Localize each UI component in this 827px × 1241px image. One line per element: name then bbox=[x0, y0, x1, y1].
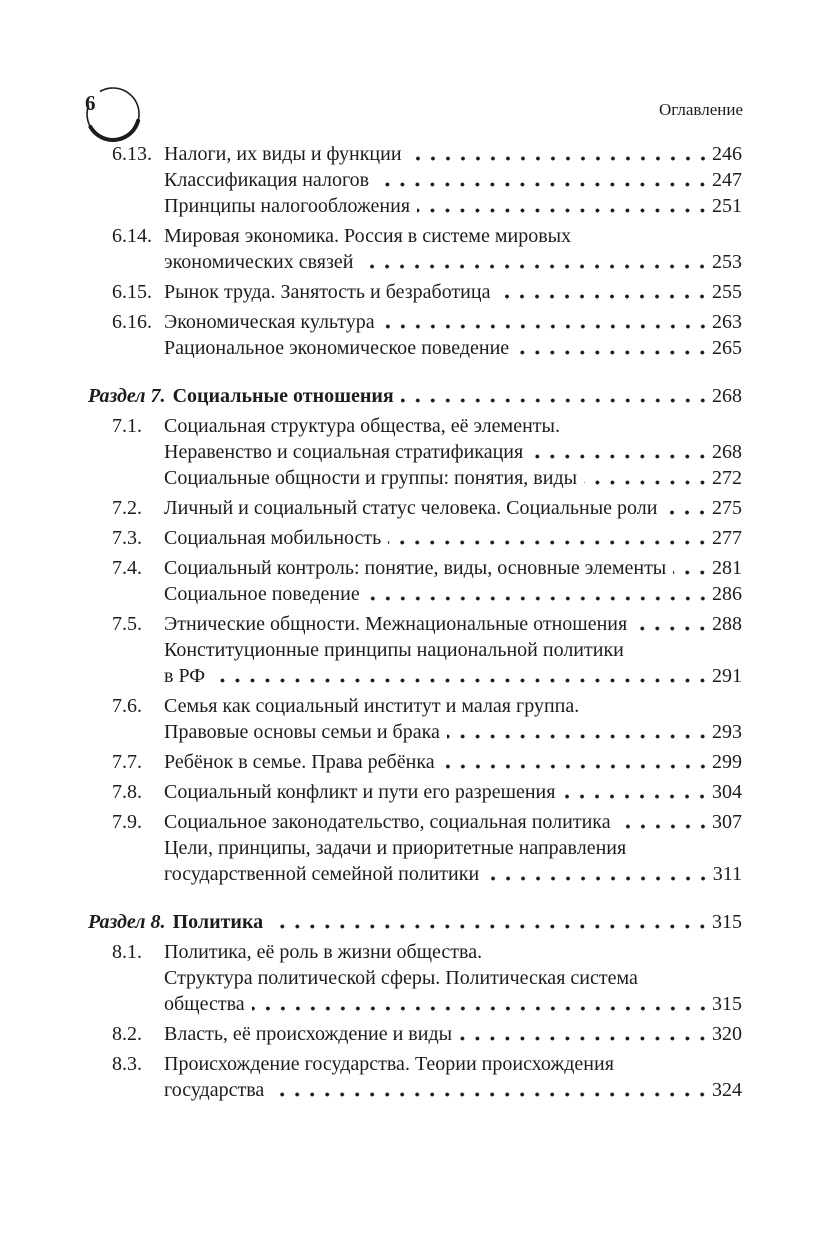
toc-entry-continuation-row bbox=[88, 835, 742, 861]
dot-leader bbox=[212, 663, 712, 689]
entry-number: 6.13. bbox=[112, 143, 152, 165]
toc-entry-row bbox=[88, 1021, 742, 1047]
entry-page-number: 253 bbox=[712, 251, 742, 273]
entry-page-number: 268 bbox=[712, 441, 742, 463]
entry-page-number: 307 bbox=[712, 811, 742, 833]
entry-number: 8.3. bbox=[112, 1053, 142, 1075]
entry-title: Социальные общности и группы: понятия, виды bbox=[164, 467, 578, 489]
dot-leader bbox=[270, 909, 712, 935]
entry-title: Семья как социальный институт и малая группа. bbox=[164, 695, 580, 717]
section-title: Социальные отношения bbox=[172, 385, 394, 407]
dot-leader bbox=[388, 525, 712, 551]
entry-number: 6.15. bbox=[112, 281, 152, 303]
toc-entry-continuation-row bbox=[88, 193, 742, 219]
toc-entry-row bbox=[88, 611, 742, 637]
entry-page-number: 293 bbox=[712, 721, 742, 743]
dot-leader bbox=[382, 309, 712, 335]
entry-page-number: 275 bbox=[712, 497, 742, 519]
toc-entry-continuation-row bbox=[88, 991, 742, 1017]
dot-leader bbox=[497, 279, 712, 305]
dot-leader bbox=[401, 383, 712, 409]
entry-title: Принципы налогообложения bbox=[164, 195, 411, 217]
entry-title: Политика, её роль в жизни общества. bbox=[164, 941, 483, 963]
entry-page-number: 272 bbox=[712, 467, 742, 489]
entry-page-number: 246 bbox=[712, 143, 742, 165]
entry-page-number: 311 bbox=[712, 863, 742, 885]
entry-number: 6.14. bbox=[112, 225, 152, 247]
entry-page-number: 265 bbox=[712, 337, 742, 359]
entry-title: Классификация налогов bbox=[164, 169, 370, 191]
entry-title: Конституционные принципы национальной политики bbox=[164, 639, 624, 661]
entry-title: Цели, принципы, задачи и приоритетные направления bbox=[164, 837, 627, 859]
dot-leader bbox=[360, 249, 712, 275]
entry-page-number: 281 bbox=[712, 557, 742, 579]
toc-entry-continuation-row bbox=[88, 335, 742, 361]
dot-leader bbox=[442, 749, 712, 775]
entry-page-number: 291 bbox=[712, 665, 742, 687]
running-head-title: Оглавление bbox=[659, 100, 743, 119]
entry-title: Экономическая культура bbox=[164, 311, 375, 333]
page-number: 6 bbox=[85, 91, 96, 115]
toc-entry-row bbox=[88, 279, 742, 305]
dot-leader bbox=[376, 167, 712, 193]
toc-entry-row bbox=[88, 809, 742, 835]
dot-leader bbox=[516, 335, 712, 361]
entry-title: государственной семейной политики bbox=[164, 863, 480, 885]
dot-leader bbox=[271, 1077, 712, 1103]
dot-leader bbox=[634, 611, 712, 637]
entry-number: 7.3. bbox=[112, 527, 142, 549]
entry-title: Неравенство и социальная стратификация bbox=[164, 441, 524, 463]
toc-entry-row bbox=[88, 525, 742, 551]
entry-title: Социальный конфликт и пути его разрешения bbox=[164, 781, 556, 803]
dot-leader bbox=[584, 465, 712, 491]
entry-number: 8.1. bbox=[112, 941, 142, 963]
entry-title: Власть, её происхождение и виды bbox=[164, 1023, 453, 1045]
toc-entry-continuation-row bbox=[88, 465, 742, 491]
dot-leader bbox=[459, 1021, 712, 1047]
entry-title: Налоги, их виды и функции bbox=[164, 143, 402, 165]
toc-entry-continuation-row bbox=[88, 1077, 742, 1103]
entry-number: 7.6. bbox=[112, 695, 142, 717]
toc-entry-continuation-row bbox=[88, 439, 742, 465]
toc-entry-continuation-row bbox=[88, 167, 742, 193]
entry-page-number: 286 bbox=[712, 583, 742, 605]
entry-title: Рынок труда. Занятость и безработица bbox=[164, 281, 491, 303]
dot-leader bbox=[417, 193, 712, 219]
dot-leader bbox=[562, 779, 712, 805]
toc-entry-row bbox=[88, 413, 742, 439]
entry-page-number: 324 bbox=[712, 1079, 742, 1101]
entry-title: Социальное законодательство, социальная политика bbox=[164, 811, 611, 833]
entry-page-number: 320 bbox=[712, 1023, 742, 1045]
entry-number: 7.5. bbox=[112, 613, 142, 635]
toc-entry-continuation-row bbox=[88, 719, 742, 745]
section-title: Политика bbox=[172, 911, 264, 933]
dot-leader bbox=[409, 141, 712, 167]
entry-title: экономических связей bbox=[164, 251, 354, 273]
dot-leader bbox=[447, 719, 712, 745]
entry-title: государства bbox=[164, 1079, 265, 1101]
entry-title: общества bbox=[164, 993, 245, 1015]
dot-leader bbox=[673, 555, 712, 581]
entry-page-number: 299 bbox=[712, 751, 742, 773]
entry-page-number: 304 bbox=[712, 781, 742, 803]
toc-entry-row bbox=[88, 555, 742, 581]
toc-entry-row bbox=[88, 223, 742, 249]
toc-entry-row bbox=[88, 495, 742, 521]
toc-entry-row bbox=[88, 693, 742, 719]
entry-page-number: 247 bbox=[712, 169, 742, 191]
dot-leader bbox=[618, 809, 712, 835]
entry-number: 6.16. bbox=[112, 311, 152, 333]
toc-entry-continuation-row bbox=[88, 965, 742, 991]
entry-number: 8.2. bbox=[112, 1023, 142, 1045]
entry-number: 7.7. bbox=[112, 751, 142, 773]
dot-leader bbox=[530, 439, 712, 465]
entry-title: Личный и социальный статус человека. Социальные роли bbox=[164, 497, 658, 519]
section-prefix: Раздел 8. bbox=[88, 911, 166, 933]
entry-page-number: 251 bbox=[712, 195, 742, 217]
toc-entry-row bbox=[88, 749, 742, 775]
toc-entry-continuation-row bbox=[88, 637, 742, 663]
toc-entry-continuation-row bbox=[88, 581, 742, 607]
dot-leader bbox=[486, 861, 713, 887]
entry-page-number: 255 bbox=[712, 281, 742, 303]
dot-leader bbox=[252, 991, 712, 1017]
toc-rows bbox=[88, 141, 742, 1103]
entry-title: Происхождение государства. Теории происхождения bbox=[164, 1053, 614, 1075]
entry-title: Социальный контроль: понятие, виды, основные элементы bbox=[164, 557, 667, 579]
dot-leader bbox=[664, 495, 712, 521]
entry-page-number: 315 bbox=[712, 911, 742, 933]
entry-page-number: 315 bbox=[712, 993, 742, 1015]
toc-entry-row bbox=[88, 939, 742, 965]
entry-page-number: 277 bbox=[712, 527, 742, 549]
entry-number: 7.9. bbox=[112, 811, 142, 833]
entry-number: 7.8. bbox=[112, 781, 142, 803]
entry-number: 7.2. bbox=[112, 497, 142, 519]
toc-entry-continuation-row bbox=[88, 861, 742, 887]
toc-entry-continuation-row bbox=[88, 663, 742, 689]
toc-entry-continuation-row bbox=[88, 249, 742, 275]
dot-leader bbox=[367, 581, 712, 607]
toc-section-row bbox=[88, 383, 742, 409]
entry-title: Социальная мобильность bbox=[164, 527, 382, 549]
toc-section-row bbox=[88, 909, 742, 935]
entry-title: Этнические общности. Межнациональные отношения bbox=[164, 613, 628, 635]
entry-title: Правовые основы семьи и брака bbox=[164, 721, 440, 743]
entry-title: в РФ bbox=[164, 665, 206, 687]
entry-title: Мировая экономика. Россия в системе мировых bbox=[164, 225, 572, 247]
entry-title: Ребёнок в семье. Права ребёнка bbox=[164, 751, 435, 773]
entry-title: Структура политической сферы. Политическая система bbox=[164, 967, 638, 989]
entry-page-number: 288 bbox=[712, 613, 742, 635]
toc-entry-row bbox=[88, 1051, 742, 1077]
toc-entry-row bbox=[88, 141, 742, 167]
toc-entry-row bbox=[88, 309, 742, 335]
entry-title: Рациональное экономическое поведение bbox=[164, 337, 510, 359]
entry-number: 7.4. bbox=[112, 557, 142, 579]
toc-entry-row bbox=[88, 779, 742, 805]
entry-page-number: 263 bbox=[712, 311, 742, 333]
section-prefix: Раздел 7. bbox=[88, 385, 166, 407]
entry-title: Социальная структура общества, её элементы. bbox=[164, 415, 560, 437]
entry-page-number: 268 bbox=[712, 385, 742, 407]
entry-number: 7.1. bbox=[112, 415, 142, 437]
entry-title: Социальное поведение bbox=[164, 583, 360, 605]
